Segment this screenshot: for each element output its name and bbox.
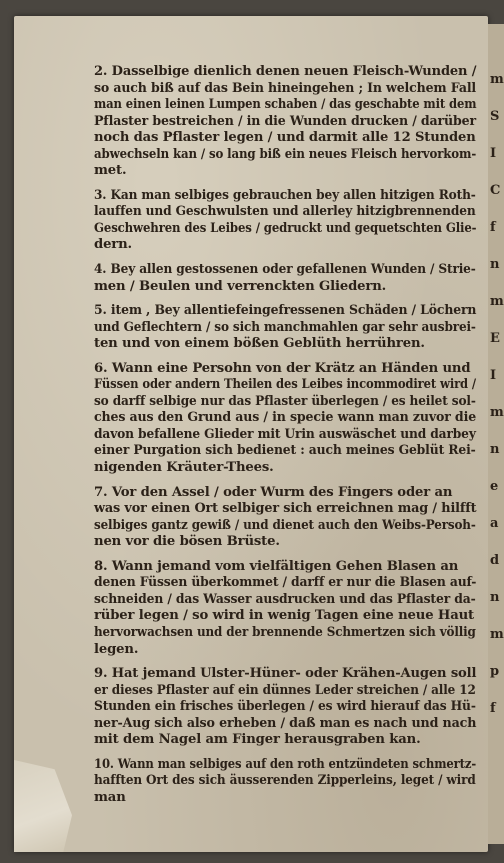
edge-letter: I [490, 368, 497, 383]
text-line: was vor einen Ort selbiger sich erreichnen mag / hilfft [94, 501, 477, 517]
text-line: so darff selbige nur das Pflaster überlegen / es heilet sol- [94, 393, 476, 409]
edge-letter: n [490, 442, 500, 457]
edge-letter: m [490, 627, 504, 642]
edge-letter: S [490, 109, 500, 124]
text-line: und Geflechtern / so sich manchmahlen gar sehr ausbrei- [94, 319, 476, 335]
paragraph-gap [94, 295, 476, 303]
text-line: lauffen und Geschwulsten und allerley hitzigbrennenden [94, 204, 476, 220]
text-line: hafften Ort des sich äusserenden Zipperleins, leget / wird [94, 773, 476, 789]
text-line: davon befallene Glieder mit Urin auswäschet und darbey [94, 426, 476, 442]
paragraph [94, 757, 476, 807]
text-line: 7. Vor den Assel / oder Wurm des Fingers oder an [94, 484, 453, 500]
text-line: 10. Wann man selbiges auf den roth entzündeten schmertz- [94, 756, 477, 772]
text-line: rüber legen / so wird in wenig Tagen eine neue Haut [94, 608, 474, 624]
paragraph-gap [94, 180, 476, 188]
edge-letter: n [490, 590, 500, 605]
text-line: 3. Kan man selbiges gebrauchen bey allen hitzigen Roth- [94, 187, 476, 203]
text-line: Geschwehren des Leibes / gedruckt und gequetschten Glie- [94, 220, 477, 236]
paragraph [94, 188, 476, 254]
text-line: so auch biß auf das Bein hineingehen ; In welchem Fall [94, 80, 477, 96]
text-line: ner-Aug sich also erheben / daß man es nach und nach [94, 715, 477, 731]
paragraph [94, 559, 476, 658]
text-line: schneiden / das Wasser ausdrucken und das Pflaster da- [94, 591, 476, 607]
text-line: Füssen oder andern Theilen des Leibes incommodiret wird / [94, 377, 477, 393]
text-line: met. [94, 163, 127, 179]
edge-letter: f [490, 701, 496, 716]
text-line: Pflaster bestreichen / in die Wunden drucken / darüber [94, 113, 476, 129]
text-line: denen Füssen überkommet / darff er nur die Blasen auf- [94, 575, 477, 591]
edge-letter: p [490, 664, 500, 679]
text-line: 6. Wann eine Persohn von der Krätz an Händen und [94, 360, 471, 376]
text-line: 5. item , Bey allentiefeingefressenen Schäden / Löchern [94, 303, 477, 319]
paragraph [94, 666, 476, 749]
edge-letter: m [490, 405, 504, 420]
text-line: nigenden Kräuter-Thees. [94, 460, 274, 476]
adjacent-page-edge [488, 24, 504, 844]
paragraph-gap [94, 749, 476, 757]
text-line: einer Purgation sich bedienet : auch meines Geblüt Rei- [94, 443, 476, 459]
edge-letter: m [490, 72, 504, 87]
edge-letter: n [490, 257, 500, 272]
text-line: men / Beulen und verrenckten Gliedern. [94, 278, 387, 294]
text-line: Stunden ein frisches überlegen / es wird hierauf das Hü- [94, 699, 476, 715]
text-line: 4. Bey allen gestossenen oder gefallenen Wunden / Strie- [94, 262, 476, 278]
text-line: nen vor die bösen Brüste. [94, 534, 280, 550]
edge-letter: m [490, 294, 504, 309]
paragraph [94, 485, 476, 551]
edge-letter: a [490, 516, 499, 531]
text-line: selbiges gantz gewiß / und dienet auch den Weibs-Persoh- [94, 517, 476, 533]
text-line: dern. [94, 237, 132, 253]
paragraph-gap [94, 658, 476, 666]
text-line: ten und von einem bößen Geblüth herrühren. [94, 336, 425, 352]
paragraph [94, 303, 476, 353]
edge-letter: E [490, 331, 500, 346]
text-line: abwechseln kan / so lang biß ein neues Fleisch hervorkom- [94, 146, 477, 162]
text-line: 2. Dasselbige dienlich denen neuen Fleisch-Wunden / [94, 64, 477, 79]
text-line: mit dem Nagel am Finger herausgraben kan. [94, 732, 421, 748]
paragraph [94, 361, 476, 477]
paragraph-gap [94, 551, 476, 559]
text-line: man einen leinen Lumpen schaben / das geschabte mit dem [94, 97, 477, 113]
edge-letter: I [490, 146, 497, 161]
text-line: er dieses Pflaster auf ein dünnes Leder streichen / alle 12 [94, 682, 476, 698]
edge-letter: C [490, 183, 501, 198]
page-text [94, 64, 476, 806]
text-line: hervorwachsen und der brennende Schmertzen sich völlig [94, 624, 476, 640]
paragraph [94, 64, 476, 180]
text-line: ches aus den Grund aus / in specie wann man zuvor die [94, 410, 477, 426]
edge-letter: f [490, 220, 496, 235]
text-line: 8. Wann jemand vom vielfältigen Gehen Blasen an [94, 558, 459, 574]
text-line: noch das Pflaster legen / und darmit alle 12 Stunden [94, 130, 476, 146]
paragraph-gap [94, 353, 476, 361]
paragraph-gap [94, 477, 476, 485]
text-line: man [94, 789, 126, 805]
text-line: 9. Hat jemand Ulster-Hüner- oder Krähen-Augen soll [94, 666, 477, 682]
edge-letter: e [490, 479, 499, 494]
paragraph [94, 262, 476, 295]
text-line: legen. [94, 641, 139, 657]
paragraph-gap [94, 254, 476, 262]
edge-letter: d [490, 553, 500, 568]
